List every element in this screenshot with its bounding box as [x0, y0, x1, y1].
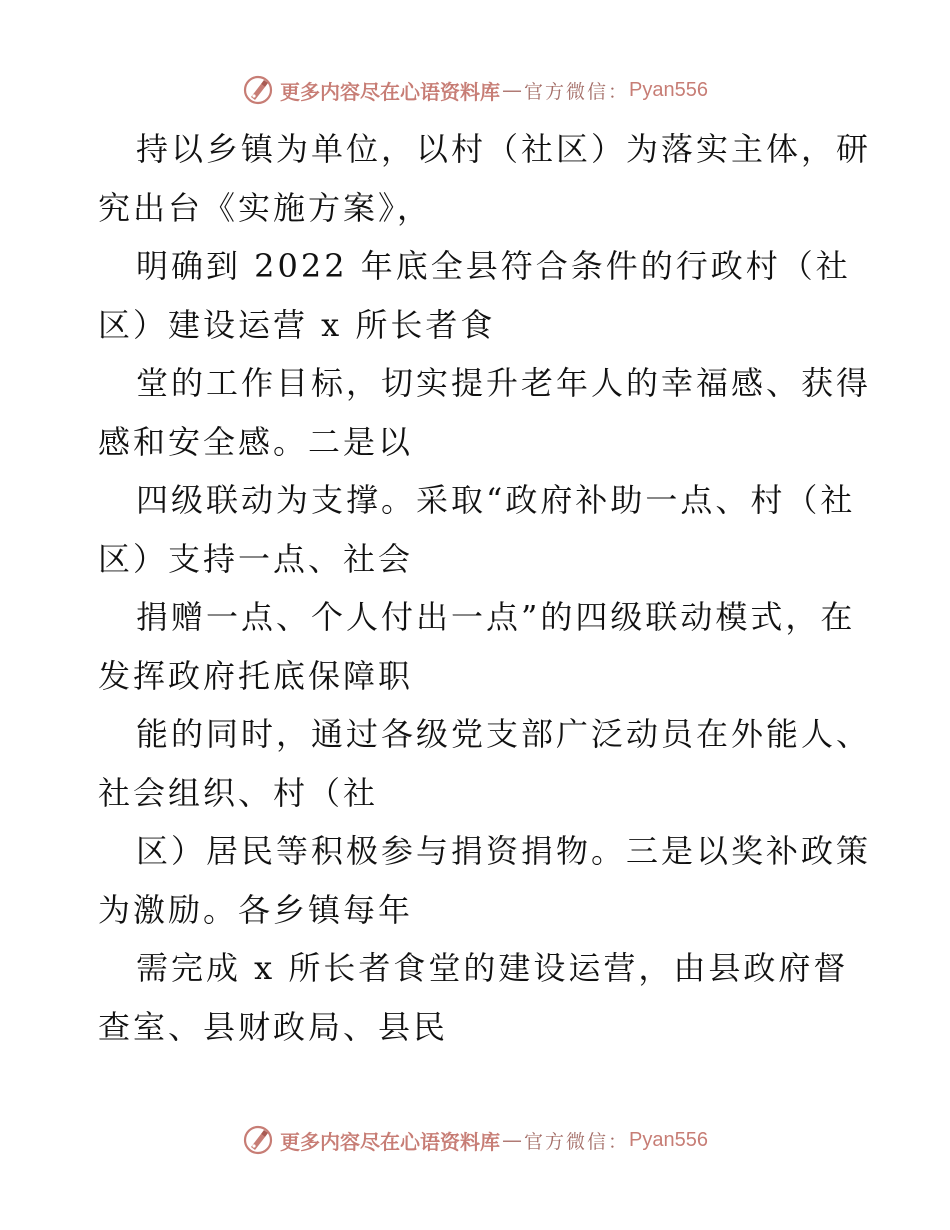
document-body — [98, 120, 872, 1056]
body-line: 社会组织、村（社 — [98, 773, 379, 812]
pen-nib-circle-icon — [242, 74, 274, 106]
banner-wechat-id: Pyan556 — [629, 1128, 708, 1151]
body-line: 堂的工作目标，切实提升老年人的幸福感、获得 — [136, 364, 872, 402]
body-line: 查室、县财政局、县民 — [98, 1007, 449, 1046]
banner-wechat-label: 官方微信： — [524, 80, 630, 103]
body-line: 为激励。各乡镇每年 — [98, 890, 414, 929]
body-line: 需完成 x 所长者食堂的建设运营，由县政府督 — [136, 949, 849, 987]
body-line: 捐赠一点、个人付出一点”的四级联动模式，在 — [136, 598, 856, 636]
body-line: 感和安全感。二是以 — [98, 422, 414, 461]
pen-nib-circle-icon — [242, 1124, 274, 1156]
footer-banner — [0, 1120, 950, 1160]
banner-brand-text: 更多内容尽在心语资料库 — [280, 79, 500, 104]
body-line: 明确到 2022 年底全县符合条件的行政村（社 — [136, 247, 851, 285]
body-line: 区）建设运营 x 所长者食 — [98, 305, 496, 344]
banner-wechat-id: Pyan556 — [629, 78, 708, 101]
banner-separator: — — [502, 78, 522, 102]
body-line: 区）支持一点、社会 — [98, 539, 414, 578]
banner-brand-text: 更多内容尽在心语资料库 — [280, 1129, 500, 1154]
body-line: 持以乡镇为单位，以村（社区）为落实主体，研 — [136, 130, 872, 168]
body-line: 区）居民等积极参与捐资捐物。三是以奖补政策 — [136, 832, 872, 870]
body-line: 能的同时，通过各级党支部广泛动员在外能人、 — [136, 715, 872, 753]
banner-wechat-label: 官方微信： — [524, 1130, 630, 1153]
body-line: 究出台《实施方案》， — [98, 188, 433, 227]
body-line: 发挥政府托底保障职 — [98, 656, 414, 695]
header-banner — [0, 70, 950, 110]
body-line: 四级联动为支撑。采取“政府补助一点、村（社 — [136, 481, 856, 519]
banner-separator: — — [502, 1128, 522, 1152]
